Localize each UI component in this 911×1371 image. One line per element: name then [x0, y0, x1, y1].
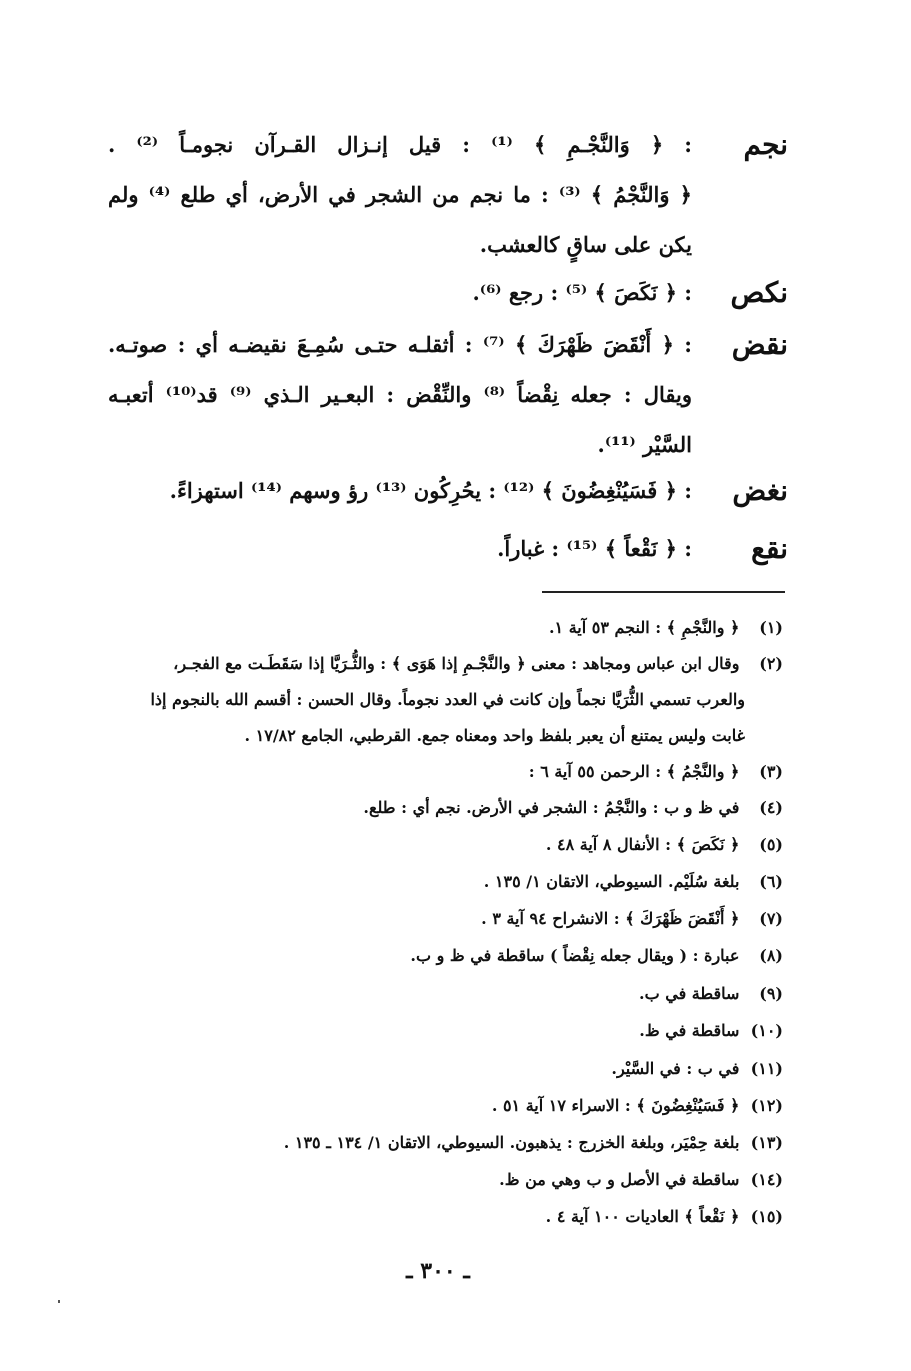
footnote-number: (١٢)	[750, 1096, 783, 1115]
footnote-number: (٩)	[759, 984, 783, 1003]
footnote-number: (٦)	[759, 872, 783, 891]
entry-line: : ﴿ وَالنَّجْـمِ ﴾ ⁽¹⁾ : قيل إنـزال القـرآن نجومـاً ⁽²⁾ .	[108, 132, 692, 157]
dictionary-entry	[108, 524, 788, 574]
footnote	[546, 1201, 783, 1233]
footnote-separator	[542, 591, 785, 593]
footnote-text: بلغة سُلَيْم. السيوطي، الاتقان ١/ ١٣٥ .	[483, 872, 740, 891]
entry-headword: نكص	[730, 276, 788, 309]
dictionary-entry	[108, 466, 788, 516]
footnote-number: (٥)	[759, 835, 783, 854]
footnote-text: ﴿ والنَّجْمُ ﴾ : الرحمن ٥٥ آية ٦ :	[528, 762, 740, 781]
scan-speck	[58, 1300, 60, 1303]
entry-headword: نغض	[732, 474, 788, 507]
entry-headword: نقع	[751, 532, 788, 565]
footnote-text: ساقطة في ظ.	[639, 1021, 740, 1040]
footnote-number: (١)	[759, 618, 783, 637]
footnote-number: (١١)	[750, 1059, 783, 1078]
footnote	[481, 903, 783, 935]
footnote-number: (١٣)	[750, 1133, 783, 1152]
entry-headword: نقض	[731, 328, 788, 361]
entry-line: : ﴿ نَكَصَ ﴾ ⁽⁵⁾ : رجع ⁽⁶⁾.	[472, 280, 692, 305]
footnote	[484, 866, 783, 898]
footnote-text: ساقطة في ب.	[639, 984, 740, 1003]
entry-line: : ﴿ نَقْعاً ﴾ ⁽¹⁵⁾ : غباراً.	[497, 536, 692, 561]
footnote	[529, 756, 783, 788]
footnote-text: ﴿ نَقْعاً ﴾ العاديات ١٠٠ آية ٤ .	[545, 1207, 740, 1226]
footnote	[611, 1053, 783, 1085]
footnote	[549, 612, 783, 644]
entry-line: : ﴿ فَسَيُنْغِضُونَ ﴾ ⁽¹²⁾ : يحُرِكُون ⁽¹³⁾ رؤ وسهم ⁽¹⁴⁾ استهزاءً.	[169, 478, 692, 503]
footnote	[410, 940, 783, 972]
footnote-text: ﴿ والنَّجْمِ ﴾ : النجم ٥٣ آية ١.	[548, 618, 740, 637]
footnote-text: ﴿ نَكَصَ ﴾ : الأنفال ٨ آية ٤٨ .	[545, 835, 740, 854]
entry-line: : ﴿ أَنْقَضَ ظَهْرَكَ ﴾ ⁽⁷⁾ : أثقلـه حتـى سُمِـعَ نقيضـه أي : صوتـه.	[108, 332, 692, 357]
page-number: ـ ٣٠٠ ـ	[406, 1258, 470, 1284]
footnote-continuation	[245, 720, 746, 752]
footnote	[492, 1090, 783, 1122]
footnote-text: ﴿ فَسَيُنْغِضُونَ ﴾ : الاسراء ١٧ آية ٥١ .	[491, 1096, 740, 1115]
footnote-text: ﴿ أَنْقَضَ ظَهْرَكَ ﴾ : الانشراح ٩٤ آية ٣ .	[481, 909, 740, 928]
footnote	[639, 978, 783, 1010]
footnote-number: (١٤)	[750, 1170, 783, 1189]
footnote-text: عبارة : ( ويقال جعله نِقْضاً ) ساقطة في ظ و ب.	[410, 946, 740, 965]
footnote-number: (٤)	[759, 798, 783, 817]
footnote-number: (٢)	[759, 654, 783, 673]
footnote-text: ساقطة في الأصل و ب وهي من ظ.	[499, 1170, 740, 1189]
entry-line: السَّيْر ⁽¹¹⁾.	[597, 432, 692, 457]
footnote	[499, 1164, 783, 1196]
footnote-text: في ب : في السَّيْر.	[611, 1059, 740, 1078]
entry-headword: نجم	[743, 128, 788, 161]
footnote-text: بلغة حِمْيَر، وبلغة الخزرج : يذهبون. السيوطي، الاتقان ١/ ١٣٤ ـ ١٣٥ .	[283, 1133, 740, 1152]
footnote-number: (٧)	[759, 909, 783, 928]
dictionary-entry	[108, 268, 788, 318]
footnote-number: (٣)	[759, 762, 783, 781]
footnote-text: وقال ابن عباس ومجاهد : معنى ﴿ والنَّجْـمِ إذا هَوَى ﴾ : والثُّـرَيَّا إذا سَقَطَـت مع الفجـر،	[173, 654, 740, 673]
footnote-number: (١٠)	[750, 1021, 783, 1040]
footnote	[284, 1127, 783, 1159]
entry-line: يكن على ساقٍ كالعشب.	[479, 232, 692, 257]
dictionary-entry	[108, 320, 788, 470]
footnote-continuation	[150, 684, 745, 716]
footnote	[639, 1015, 783, 1047]
footnote-number: (٨)	[759, 946, 783, 965]
footnote	[173, 648, 783, 680]
entry-line: ويقال : جعله نِقْضاً ⁽⁸⁾ والنِّقْض : البعـير الـذي ⁽⁹⁾ قد⁽¹⁰⁾ أتعبـه	[108, 382, 693, 407]
footnote-text: في ظ و ب : والنَّجْمُ : الشجر في الأرض. نجم أي : طلع.	[363, 798, 740, 817]
footnote-text: والعرب تسمي الثُّرَيَّا نجماً وإن كانت في العدد نجوماً. وقال الحسن : أقسم الله بالنجوم إذا	[150, 690, 745, 709]
footnote-text: غابت وليس يمتنع أن يعبر بلفظ واحد ومعناه جمع. القرطبي، الجامع ١٧/٨٢ .	[244, 726, 745, 745]
entry-line: ﴿ وَالنَّجْمُ ﴾ ⁽³⁾ : ما نجم من الشجر في الأرض، أي طلع ⁽⁴⁾ ولم	[108, 182, 692, 207]
dictionary-entry	[108, 120, 788, 270]
footnote	[363, 792, 783, 824]
footnote-number: (١٥)	[750, 1207, 783, 1226]
footnote	[546, 829, 783, 861]
